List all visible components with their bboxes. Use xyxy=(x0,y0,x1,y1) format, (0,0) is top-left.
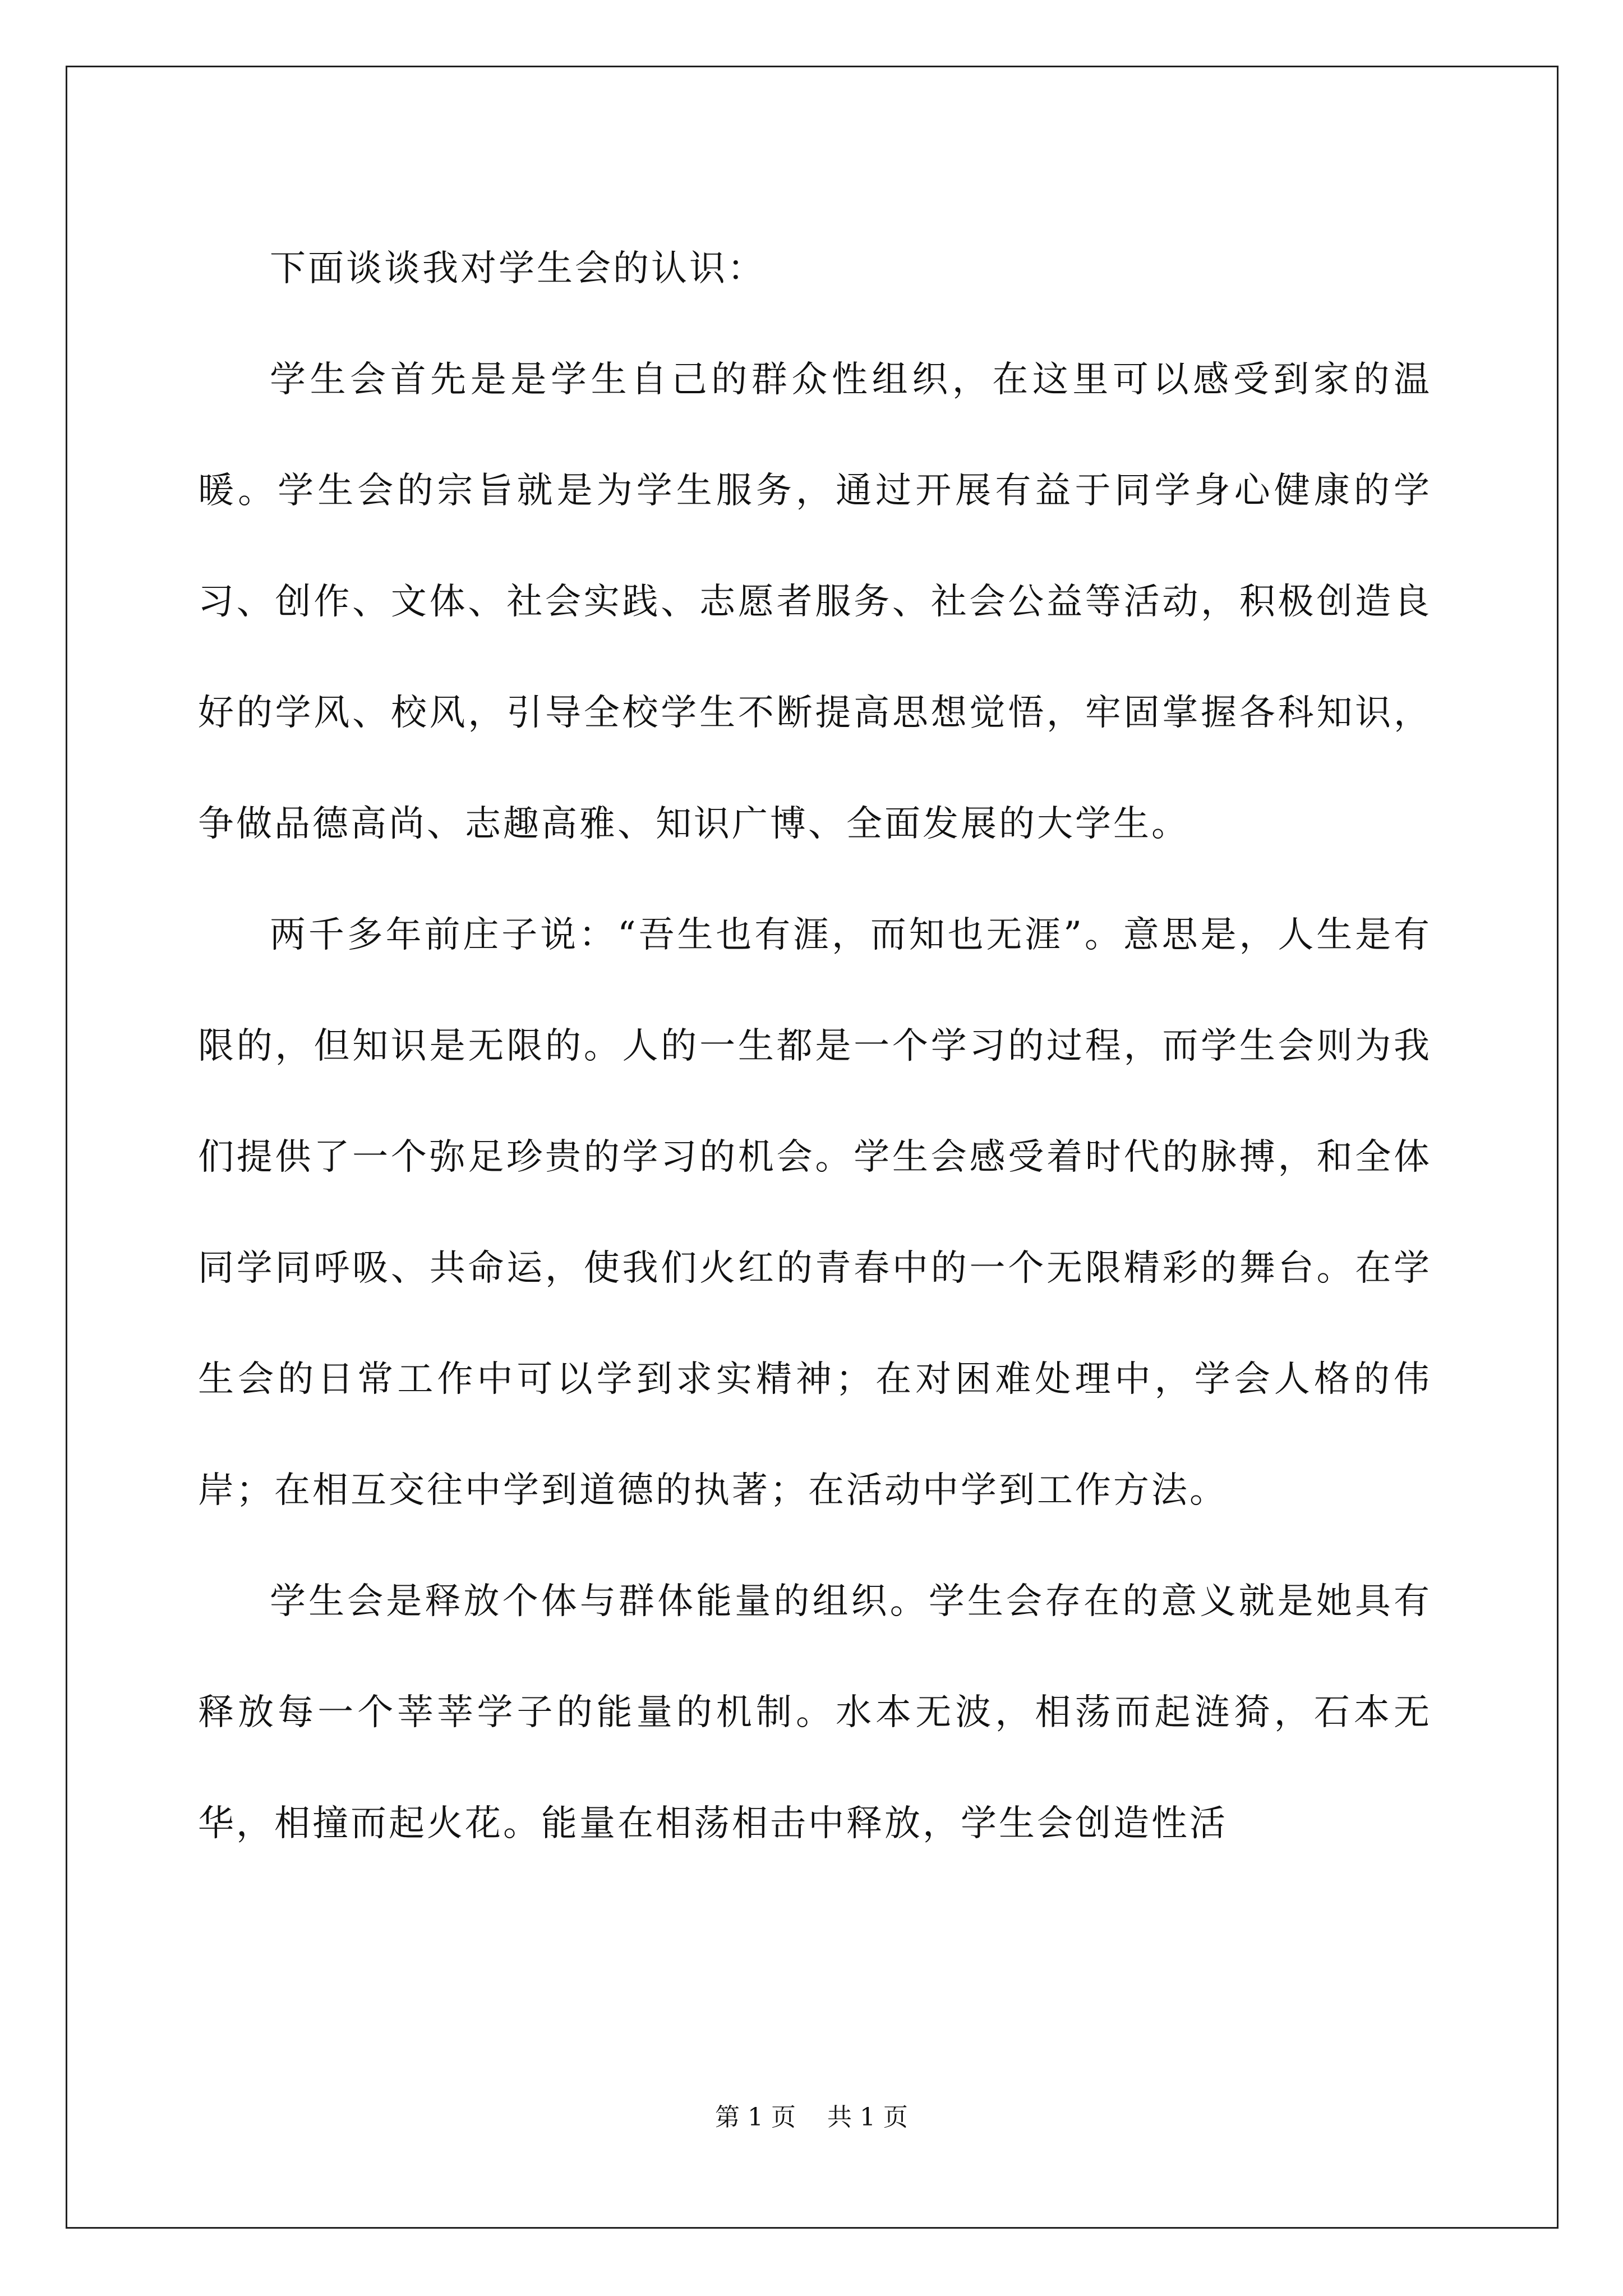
document-body xyxy=(198,213,1432,1879)
paragraph-energy-release: 学生会是释放个体与群体能量的组织。学生会存在的意义就是她具有释放每一个莘莘学子的能量的机制。水本无波，相荡而起涟猗，石本无华，相撞而起火花。能量在相荡相击中释放，学生会创造性活 xyxy=(198,1581,1432,1844)
paragraph-zhuangzi-quote: 两千多年前庄子说：“吾生也有涯，而知也无涯”。意思是，人生是有限的，但知识是无限的。人的一生都是一个学习的过程，而学生会则为我们提供了一个弥足珍贵的学习的机会。学生会感受着时代的脉搏，和全体同学同呼吸、共命运，使我们火红的青春中的一个无限精彩的舞台。在学生会的日常工作中可以学到求实精神；在对困难处理中，学会人格的伟岸；在相互交往中学到道德的执著；在活动中学到工作方法。 xyxy=(198,914,1432,1511)
paragraph-student-union-purpose: 学生会首先是是学生自己的群众性组织，在这里可以感受到家的温暖。学生会的宗旨就是为学生服务，通过开展有益于同学身心健康的学习、创作、文体、社会实践、志愿者服务、社会公益等活动，积极创造良好的学风、校风，引导全校学生不断提高思想觉悟，牢固掌握各科知识，争做品德高尚、志趣高雅、知识广博、全面发展的大学生。 xyxy=(198,359,1432,845)
paragraph-intro: 下面谈谈我对学生会的认识： xyxy=(270,248,766,289)
page-footer: 第 1 页 共 1 页 xyxy=(715,2103,908,2132)
